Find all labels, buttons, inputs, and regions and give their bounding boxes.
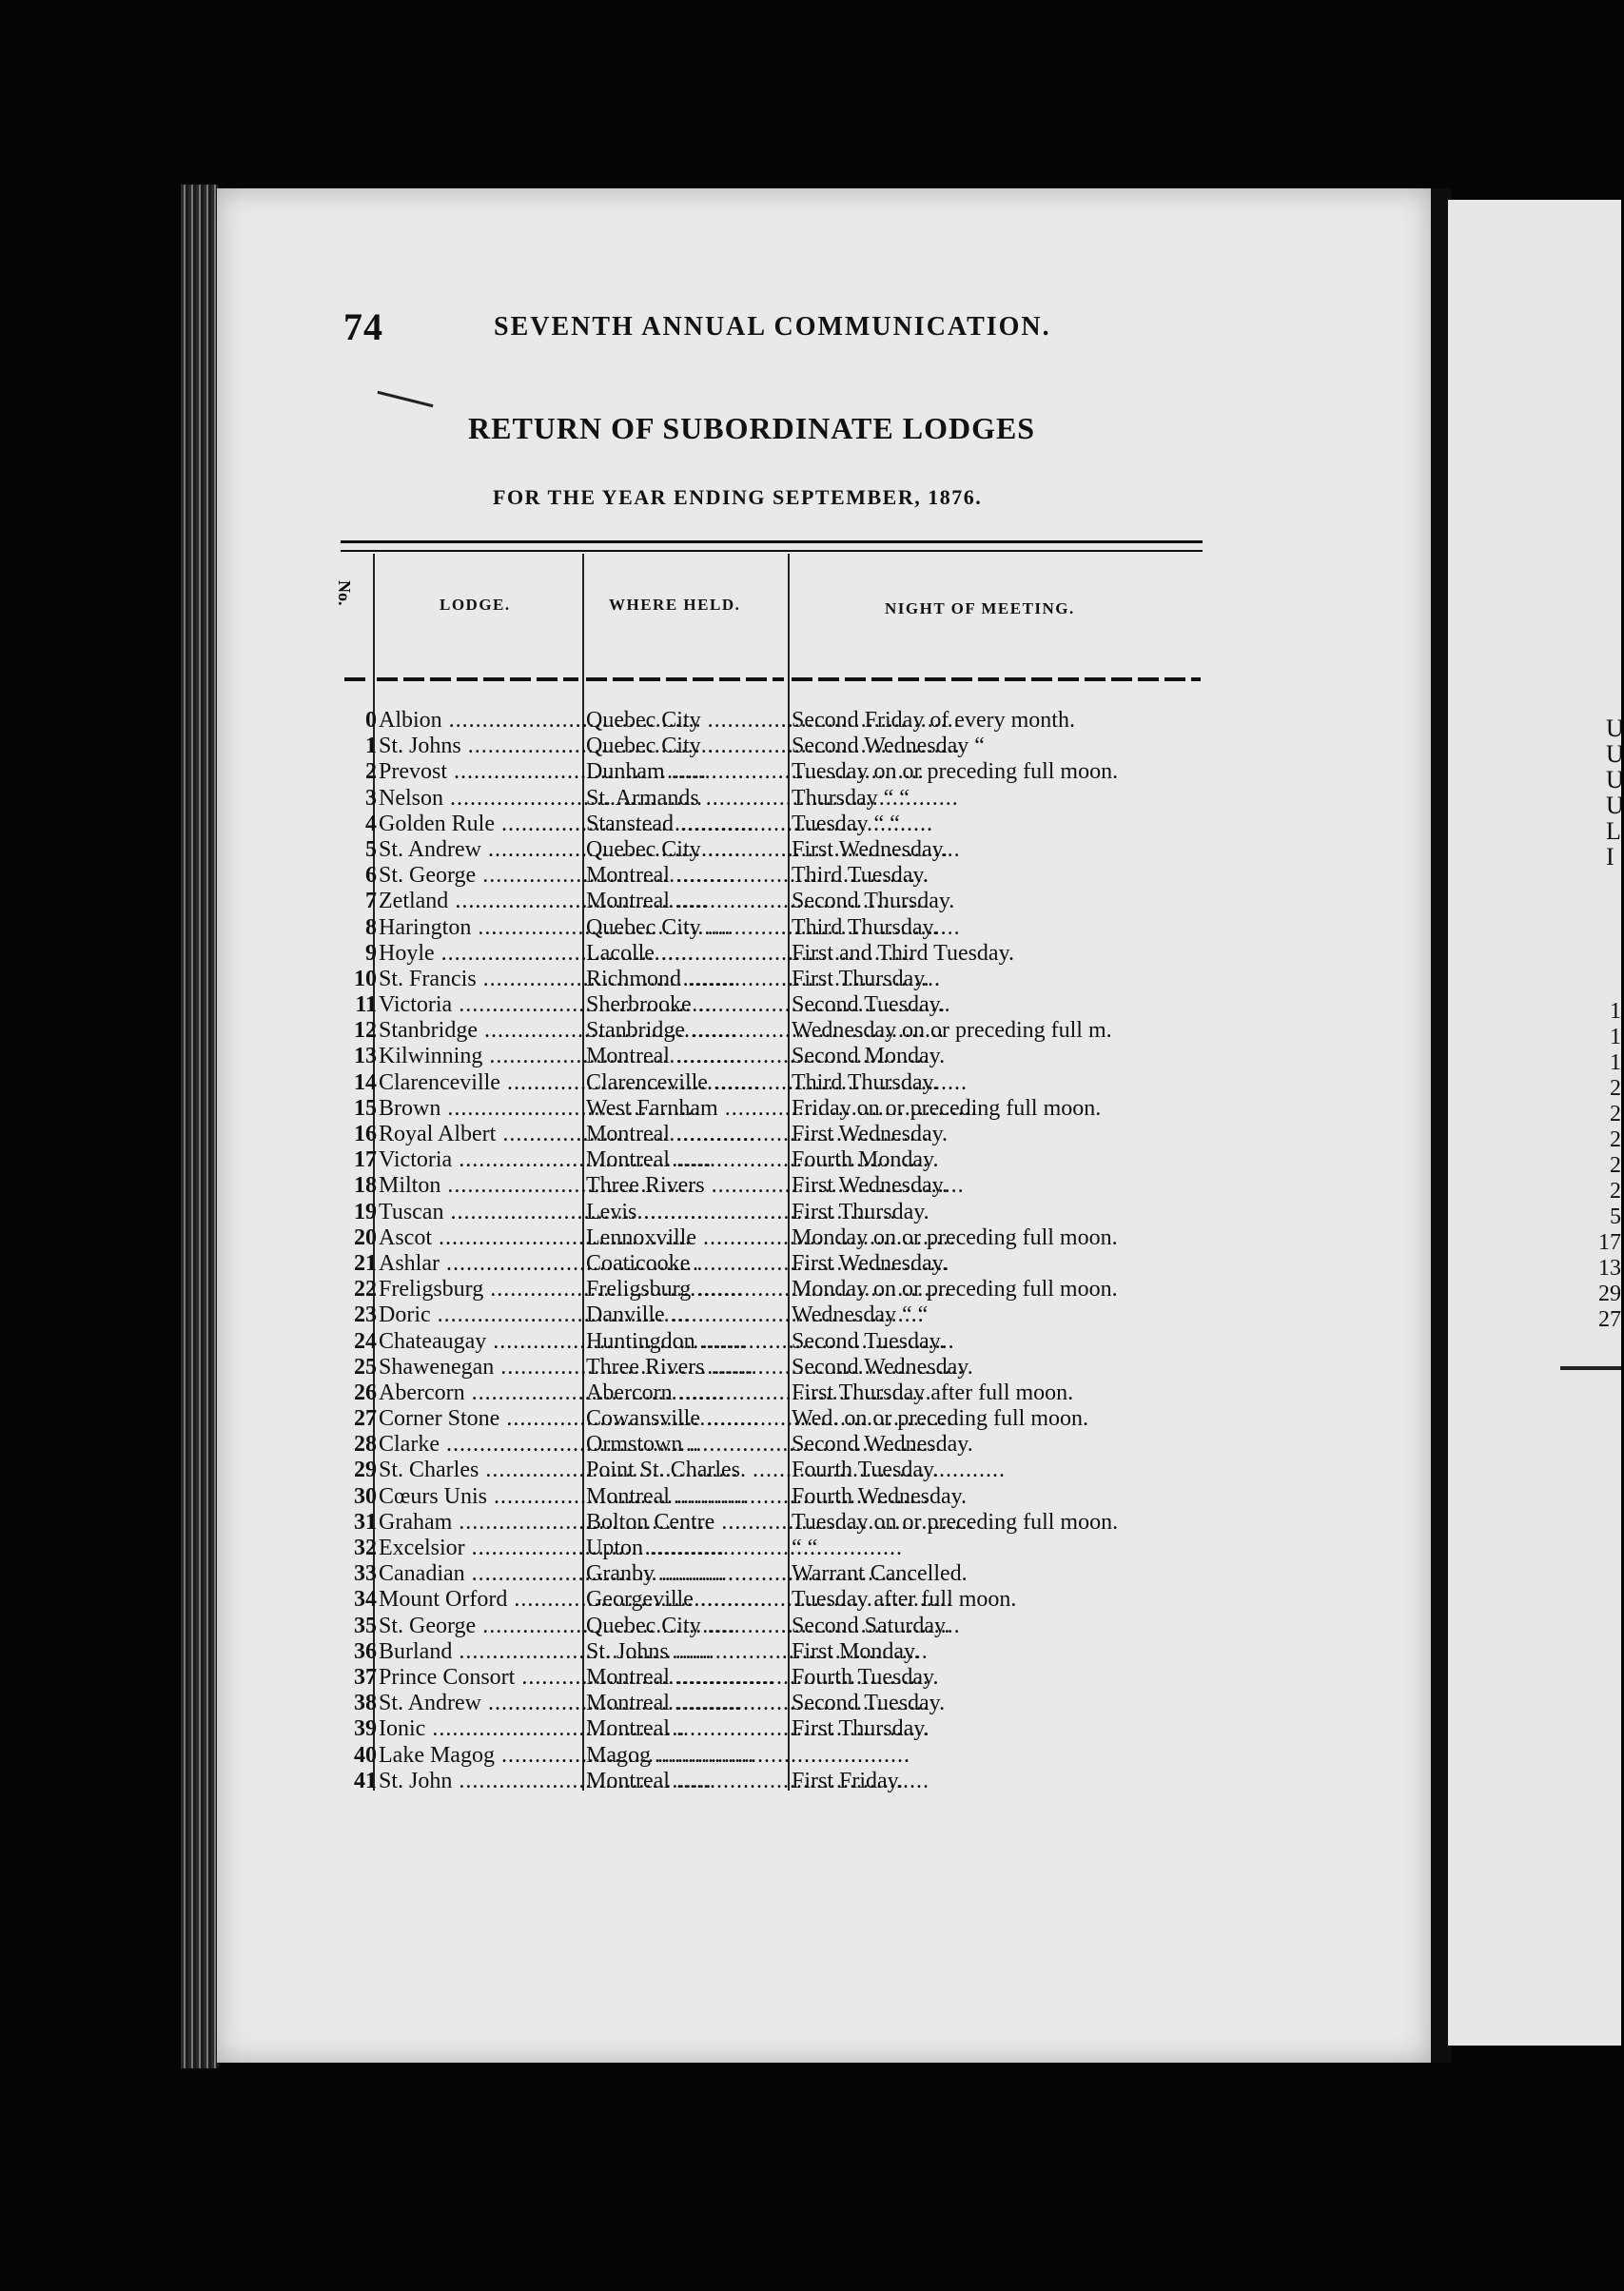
row-night-of-meeting: First and Third Tuesday. [792,940,1015,966]
row-number: 38 [354,1691,377,1716]
row-lodge: Victoria ..... [379,1147,574,1173]
row-lodge: Brown ..... [379,1096,574,1122]
row-where-held: Bolton Centre ..... [586,1510,781,1536]
table-row [333,734,1208,759]
row-where-held: Upton ..... [586,1536,781,1561]
row-night-of-meeting: First Wednesday. [792,1173,949,1199]
row-where-held: Huntingdon ..... [586,1329,781,1355]
table-row [333,1173,1208,1199]
margin-number: 2 [1610,1102,1621,1126]
row-night-of-meeting: Fourth Tuesday. [792,1458,939,1483]
table-row [333,1251,1208,1277]
document-title: RETURN OF SUBORDINATE LODGES [468,411,1036,445]
row-night-of-meeting: First Thursday. [792,1716,929,1742]
row-where-held: Sherbrooke ..... [586,992,781,1018]
row-where-held: Ormstown ..... [586,1432,781,1458]
row-lodge: Victoria ..... [379,992,574,1018]
row-night-of-meeting: Wednesday on or preceding full m. [792,1018,1112,1044]
row-lodge: Clarke ..... [379,1432,574,1458]
row-night-of-meeting: Fourth Tuesday. [792,1664,939,1690]
row-number: 29 [354,1458,377,1483]
row-number: 19 [354,1199,377,1224]
margin-letter: U [1606,740,1624,768]
row-number: 4 [365,811,377,836]
row-number: 20 [354,1224,377,1250]
header-underline [586,677,784,681]
row-where-held: Quebec City ..... [586,915,781,941]
table-row [333,759,1208,785]
row-night-of-meeting: Tuesday on or preceding full moon. [792,759,1119,785]
margin-number: 1 [1610,999,1621,1024]
row-night-of-meeting: “ “ [792,1536,818,1560]
table-row [333,1200,1208,1225]
margin-letter: I [1606,843,1614,871]
row-where-held: Clarenceville ..... [586,1070,781,1096]
row-number: 34 [354,1587,377,1613]
row-night-of-meeting: Wednesday “ “ [792,1302,929,1328]
row-night-of-meeting: Second Wednesday. [792,1354,973,1380]
column-header-no: No. [335,580,354,606]
margin-number: 2 [1610,1153,1621,1178]
row-lodge: Milton ..... [379,1173,574,1199]
lodge-table-body [333,708,1208,1794]
table-row [333,1225,1208,1251]
row-lodge: Nelson ..... [379,786,574,812]
table-row [333,915,1208,941]
row-lodge: Clarenceville ..... [379,1070,574,1096]
row-lodge: Corner Stone ..... [379,1406,574,1432]
margin-number: 27 [1598,1307,1621,1332]
row-lodge: St. George ..... [379,1614,574,1639]
row-number: 3 [365,785,377,811]
row-night-of-meeting: Second Monday. [792,1044,946,1069]
table-row [333,1561,1208,1587]
row-number: 17 [354,1147,377,1173]
row-lodge: Ascot ..... [379,1225,574,1251]
row-where-held: Magog ..... [586,1743,781,1769]
row-lodge: St. Francis ..... [379,967,574,992]
table-row [333,1691,1208,1716]
row-night-of-meeting: First Thursday. [792,1199,929,1224]
row-where-held: Three Rivers ..... [586,1355,781,1380]
table-row [333,1329,1208,1355]
row-lodge: Lake Magog ..... [379,1743,574,1769]
row-lodge: Royal Albert ..... [379,1122,574,1147]
row-night-of-meeting: Second Tuesday. [792,1691,946,1716]
table-row [333,1406,1208,1432]
row-lodge: St. Andrew ..... [379,837,574,863]
row-where-held: Dunham ..... [586,759,781,785]
row-number: 27 [354,1406,377,1432]
row-where-held: St. Johns ..... [586,1639,781,1665]
row-lodge: Ionic ..... [379,1716,574,1742]
row-lodge: Hoyle ..... [379,941,574,967]
row-where-held: Abercorn ..... [586,1380,781,1406]
row-number: 25 [354,1354,377,1380]
row-night-of-meeting: Second Tuesday. [792,1328,946,1354]
row-where-held: Montreal ..... [586,1147,781,1173]
margin-number: 13 [1598,1256,1621,1281]
row-number: 12 [354,1018,377,1044]
document-subtitle: FOR THE YEAR ENDING SEPTEMBER, 1876. [493,485,983,509]
row-lodge: Abercorn ..... [379,1380,574,1406]
table-row [333,1355,1208,1380]
table-row [333,1277,1208,1302]
row-number: 21 [354,1250,377,1276]
table-row [333,1432,1208,1458]
row-where-held: Quebec City ..... [586,708,781,734]
row-where-held: Coaticooke ..... [586,1251,781,1277]
row-night-of-meeting: First Thursday. [792,966,929,991]
row-where-held: Montreal ..... [586,1769,781,1794]
row-where-held: Montreal ..... [586,1484,781,1510]
row-number: 13 [354,1044,377,1069]
row-number: 14 [354,1069,377,1095]
row-number: 35 [354,1613,377,1638]
row-night-of-meeting: Second Saturday. [792,1613,950,1638]
table-top-rule [341,540,1203,543]
row-where-held: St. Armands ..... [586,786,781,812]
row-night-of-meeting: First Monday. [792,1638,920,1664]
row-lodge: Zetland ..... [379,889,574,914]
row-night-of-meeting: Second Thursday. [792,889,955,914]
margin-letter: L [1606,817,1621,845]
row-night-of-meeting: First Thursday after full moon. [792,1380,1074,1405]
column-header-where-held: WHERE HELD. [609,596,741,614]
margin-number: 2 [1610,1179,1621,1204]
row-lodge: Freligsburg ..... [379,1277,574,1302]
margin-number: 2 [1610,1127,1621,1152]
row-lodge: Mount Orford ..... [379,1587,574,1613]
table-row [333,1044,1208,1069]
row-where-held: Danville ..... [586,1302,781,1328]
table-row [333,837,1208,863]
facing-page-numbers [1593,999,1621,1333]
row-number: 7 [365,889,377,914]
row-lodge: Golden Rule ..... [379,812,574,837]
row-lodge: Albion ..... [379,708,574,734]
row-lodge: Stanbridge ..... [379,1018,574,1044]
table-row [333,1614,1208,1639]
row-number: 9 [365,940,377,966]
row-night-of-meeting: Third Thursday. [792,1069,938,1095]
row-lodge: Tuscan ..... [379,1200,574,1225]
row-lodge: Harington ..... [379,915,574,941]
row-night-of-meeting: Warrant Cancelled. [792,1561,968,1587]
row-night-of-meeting: Second Wednesday. [792,1432,973,1458]
row-night-of-meeting: Fourth Wednesday. [792,1483,968,1509]
row-number: 33 [354,1561,377,1587]
header-underline [792,677,1201,681]
row-night-of-meeting: Third Tuesday. [792,863,929,889]
row-lodge: Prevost ..... [379,759,574,785]
row-where-held: Freligsburg ..... [586,1277,781,1302]
table-top-rule-thin [341,550,1203,552]
row-lodge: Doric ..... [379,1302,574,1328]
row-where-held: Stanstead ..... [586,812,781,837]
row-number: 40 [354,1742,377,1768]
row-where-held: Georgeville ..... [586,1587,781,1613]
row-lodge: Shawenegan ..... [379,1355,574,1380]
row-number: 37 [354,1664,377,1690]
page-number: 74 [343,305,383,348]
row-lodge: St. George ..... [379,863,574,889]
row-number: 28 [354,1432,377,1458]
table-row [333,941,1208,967]
facing-page-rule [1560,1366,1621,1370]
row-lodge: Excelsior ..... [379,1536,574,1561]
row-night-of-meeting: Wed. on or preceding full moon. [792,1406,1088,1432]
table-row [333,1484,1208,1510]
row-lodge: Cœurs Unis ..... [379,1484,574,1510]
row-number: 23 [354,1302,377,1328]
margin-letter: U [1606,766,1624,793]
row-night-of-meeting: First Wednesday. [792,1122,949,1146]
row-lodge: Graham ..... [379,1510,574,1536]
row-lodge: St. Johns ..... [379,734,574,759]
row-night-of-meeting: Friday on or preceding full moon. [792,1095,1102,1121]
row-number: 30 [354,1483,377,1509]
row-where-held: Three Rivers ..... [586,1173,781,1199]
row-where-held: Montreal ..... [586,1122,781,1147]
row-night-of-meeting: Tuesday on or preceding full moon. [792,1509,1119,1535]
row-where-held: Montreal ..... [586,1044,781,1069]
table-row [333,812,1208,837]
column-header-lodge: LODGE. [440,596,511,614]
row-number: 10 [354,966,377,991]
row-number: 11 [355,992,377,1018]
row-where-held: Quebec City ..... [586,1614,781,1639]
table-row [333,1070,1208,1096]
row-where-held: Levis ..... [586,1200,781,1225]
row-lodge: St. John ..... [379,1769,574,1794]
row-night-of-meeting: Tuesday after full moon. [792,1587,1017,1613]
table-row [333,786,1208,812]
row-lodge: Kilwinning ..... [379,1044,574,1069]
row-night-of-meeting: Second Tuesday. [792,992,946,1018]
table-row [333,1018,1208,1044]
table-row [333,1302,1208,1328]
row-where-held: Montreal ..... [586,889,781,914]
table-row [333,967,1208,992]
row-number: 18 [354,1173,377,1199]
row-night-of-meeting: First Wednesday. [792,1250,949,1276]
margin-number: 2 [1610,1076,1621,1101]
row-where-held: Granby ..... [586,1561,781,1587]
row-number: 32 [354,1536,377,1560]
row-where-held: Stanbridge ..... [586,1018,781,1044]
table-row [333,863,1208,889]
table-row [333,1639,1208,1665]
row-night-of-meeting: Monday on or preceding full moon. [792,1277,1118,1302]
column-header-night: NIGHT OF MEETING. [885,599,1075,617]
table-row [333,889,1208,914]
table-row [333,992,1208,1018]
row-number: 0 [365,708,377,733]
table-row [333,1122,1208,1147]
row-number: 15 [354,1095,377,1121]
row-number: 2 [365,759,377,785]
running-title: SEVENTH ANNUAL COMMUNICATION. [494,312,1051,342]
facing-page-letters [1606,715,1624,870]
margin-number: 29 [1598,1282,1621,1306]
table-row [333,1716,1208,1742]
header-underline [377,677,578,681]
table-row [333,1096,1208,1122]
row-where-held: Montreal ..... [586,1716,781,1742]
row-number: 5 [365,836,377,862]
row-night-of-meeting: Third Thursday. [792,914,938,940]
row-number: 22 [354,1277,377,1302]
row-night-of-meeting: First Friday. [792,1768,904,1793]
table-row [333,1587,1208,1613]
row-number: 8 [365,914,377,940]
row-night-of-meeting: Second Wednesday “ [792,734,985,759]
margin-number: 1 [1610,1050,1621,1075]
table-row [333,1380,1208,1406]
table-row [333,1769,1208,1794]
book-page-edges [181,185,219,2068]
page-header [343,304,1105,349]
row-where-held: Montreal ..... [586,863,781,889]
row-where-held: Montreal ..... [586,1665,781,1691]
row-lodge: Chateaugay ..... [379,1329,574,1355]
table-row [333,1665,1208,1691]
row-number: 6 [365,863,377,889]
row-number: 16 [354,1122,377,1146]
row-lodge: Prince Consort ..... [379,1665,574,1691]
row-lodge: Canadian ..... [379,1561,574,1587]
row-where-held: West Farnham ..... [586,1096,781,1122]
row-where-held: Lacolle ..... [586,941,781,967]
row-lodge: Ashlar ..... [379,1251,574,1277]
margin-number: 1 [1610,1025,1621,1049]
margin-number: 5 [1610,1204,1621,1229]
row-lodge: Burland ..... [379,1639,574,1665]
row-night-of-meeting: Tuesday “ “ [792,811,900,836]
row-night-of-meeting: First Wednesday. [792,836,949,862]
margin-letter: U [1606,715,1624,742]
table-row [333,1458,1208,1483]
row-night-of-meeting: Monday on or preceding full moon. [792,1224,1118,1250]
row-number: 39 [354,1716,377,1742]
row-where-held: Montreal ..... [586,1691,781,1716]
row-number: 31 [354,1509,377,1535]
table-row [333,708,1208,734]
row-number: 24 [354,1328,377,1354]
row-where-held: Cowansville ..... [586,1406,781,1432]
margin-number: 17 [1598,1230,1621,1255]
row-night-of-meeting: Fourth Monday. [792,1147,939,1173]
row-lodge: St. Andrew ..... [379,1691,574,1716]
row-number: 1 [365,734,377,759]
row-where-held: Quebec City ..... [586,734,781,759]
table-row [333,1743,1208,1769]
row-where-held: Point St. Charles. ..... [586,1458,781,1483]
row-where-held: Quebec City ..... [586,837,781,863]
row-night-of-meeting: Thursday “ “ [792,785,910,811]
table-row [333,1147,1208,1173]
row-number: 36 [354,1638,377,1664]
row-number: 41 [354,1768,377,1793]
row-number: 26 [354,1380,377,1405]
row-where-held: Richmond ..... [586,967,781,992]
table-row [333,1536,1208,1561]
row-where-held: Lennoxville ..... [586,1225,781,1251]
table-row [333,1510,1208,1536]
row-lodge: St. Charles ..... [379,1458,574,1483]
row-night-of-meeting: Second Friday of every month. [792,708,1075,733]
header-underline [344,677,367,681]
margin-letter: U [1606,792,1624,819]
